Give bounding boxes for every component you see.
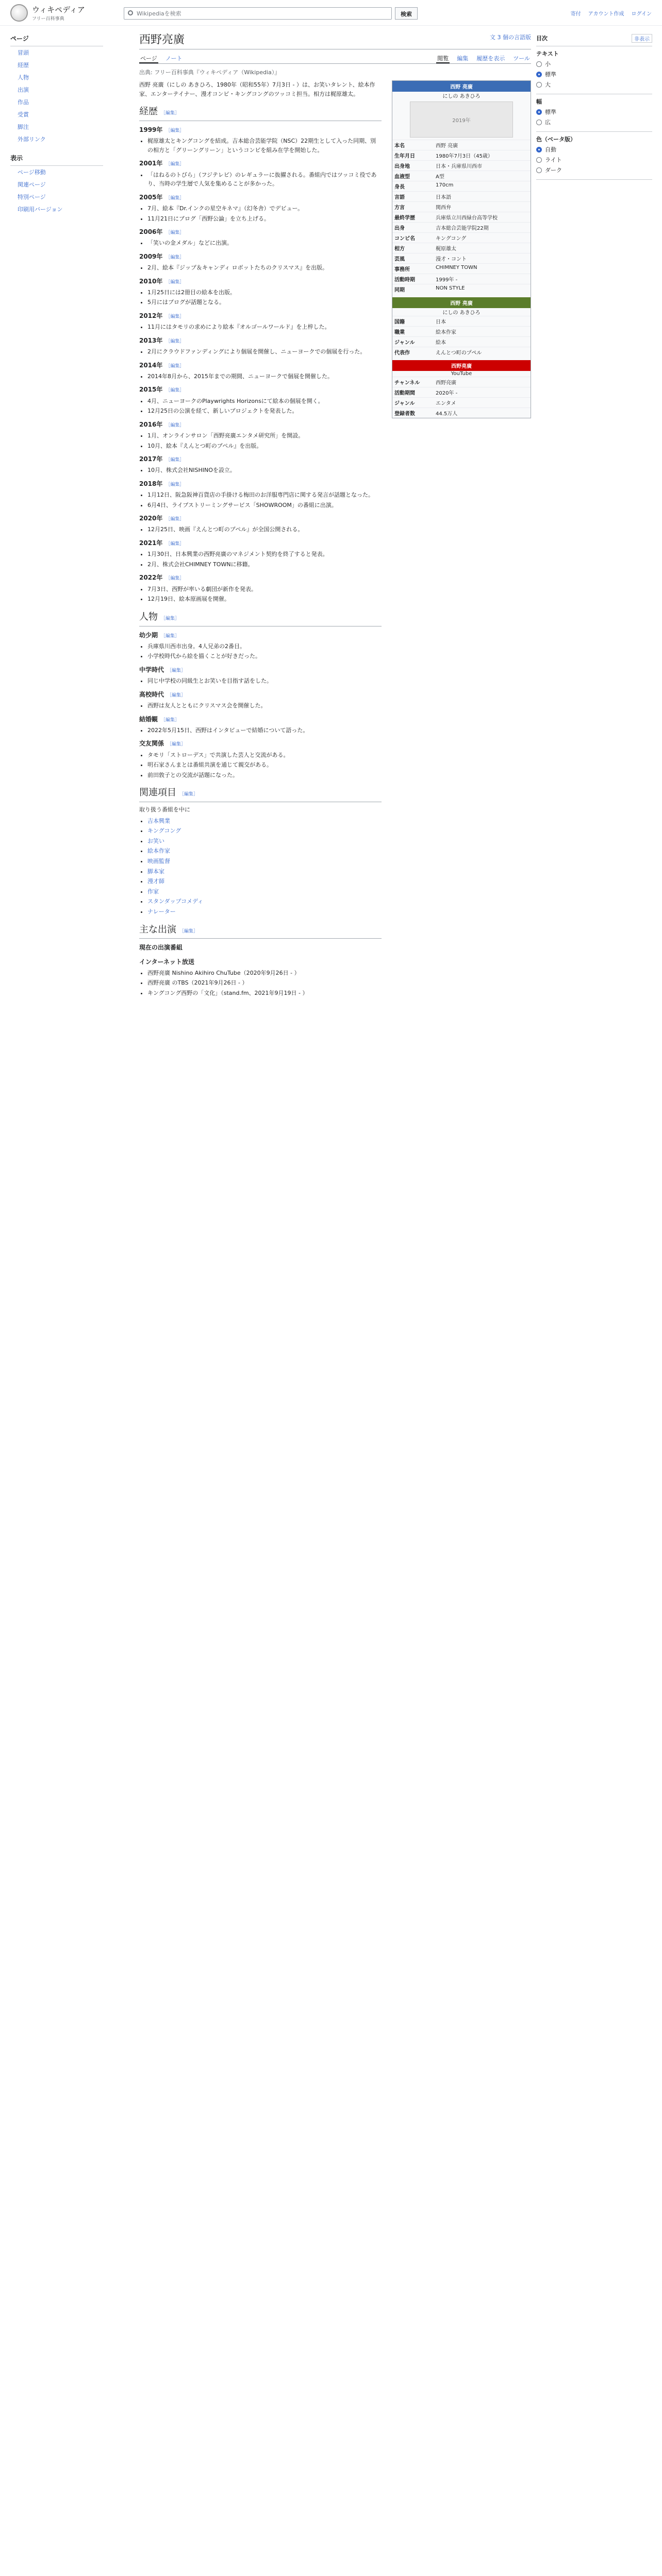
infobox-header: 西野 亮廣 — [392, 81, 531, 92]
infobox-row — [392, 253, 531, 264]
infobox-key: 出身地 — [392, 161, 434, 171]
radio-light[interactable]: ライト — [536, 156, 652, 164]
list-item: • 11月にはタモリの求めにより絵本『オルゴールワールド』を上梓した。 — [147, 323, 382, 332]
list-item: • 明石家さんまとは番組共演を通じて親交がある。 — [147, 760, 382, 770]
section-heading: 関連項目 ［編集］ — [139, 786, 382, 802]
infobox-row — [392, 202, 531, 212]
year-heading — [139, 385, 382, 395]
edit-link[interactable]: ［編集］ — [166, 314, 185, 320]
infobox-key: 同期 — [392, 284, 434, 295]
infobox-key: 生年月日 — [392, 150, 434, 161]
year-heading — [139, 311, 382, 321]
infobox-key: 出身 — [392, 223, 434, 233]
sidebar-item[interactable]: 脚注 — [18, 124, 29, 130]
section-heading: 人物 ［編集］ — [139, 610, 382, 626]
list-item: • 10月、絵本『えんとつ町のプペル』を出版。 — [147, 442, 382, 451]
image-caption: 2019年 — [452, 117, 471, 124]
list-item: • 10月、株式会社NISHINOを設立。 — [147, 466, 382, 475]
infobox-key: 相方 — [392, 243, 434, 253]
tab-tools[interactable]: ツール — [513, 55, 530, 62]
year-heading — [139, 514, 382, 523]
infobox-key: 職業 — [392, 327, 434, 337]
create-account-link[interactable]: アカウント作成 — [588, 11, 624, 17]
infobox-key: コンビ名 — [392, 233, 434, 243]
year-list — [139, 525, 382, 534]
year-heading — [139, 125, 382, 135]
radio-icon — [536, 167, 542, 173]
edit-link[interactable]: ［編集］ — [167, 692, 186, 698]
person-sections — [139, 631, 382, 780]
infobox-header-3: 西野亮廣 — [392, 360, 531, 371]
edit-link[interactable]: ［編集］ — [166, 517, 185, 522]
infobox-row — [392, 161, 531, 171]
infobox-table-3 — [392, 377, 531, 418]
radio-standard[interactable]: 標準 — [536, 70, 652, 78]
year-label: 1999年 — [139, 126, 163, 133]
sidebar-item[interactable]: 作品 — [18, 99, 29, 106]
work-item — [147, 897, 382, 906]
infobox-key: 方言 — [392, 202, 434, 212]
person-heading — [139, 690, 382, 700]
edit-link[interactable]: ［編集］ — [166, 230, 185, 236]
list-item: • 2月、株式会社CHIMNEY TOWNに移籍。 — [147, 560, 382, 569]
infobox — [392, 80, 531, 418]
edit-link[interactable]: ［編集］ — [166, 422, 185, 428]
appear-item: • 西野亮廣 のTBS（2021年9月26日 - ） — [147, 978, 382, 988]
radio-icon — [536, 109, 542, 115]
infobox-value: 西野亮廣 — [434, 377, 531, 387]
sidebar-item[interactable]: 経歴 — [18, 62, 29, 69]
list-item: • 1月12日、阪急阪神百貨店の手掛ける梅田のお洋服専門店に関する発言が話題となった。 — [147, 490, 382, 500]
edit-link[interactable]: ［編集］ — [179, 928, 198, 934]
infobox-value: 絵本作家 — [434, 327, 531, 337]
infobox-key: 事務所 — [392, 264, 434, 274]
infobox-value: CHIMNEY TOWN — [434, 264, 531, 274]
radio-icon — [536, 147, 542, 152]
edit-link[interactable]: ［編集］ — [166, 541, 185, 547]
year-heading — [139, 479, 382, 489]
work-link[interactable]: キングコング — [147, 827, 181, 835]
edit-link[interactable]: ［編集］ — [166, 388, 185, 394]
infobox-value: 兵庫県立川西緑台高等学校 — [434, 212, 531, 223]
page-tabs — [139, 53, 531, 64]
year-label: 2012年 — [139, 312, 163, 320]
donate-link[interactable]: 寄付 — [570, 11, 581, 17]
list-item: • 2月にクラウドファンディングにより個展を開催し、ニューヨークでの個展を行った。 — [147, 347, 382, 357]
work-link[interactable]: ナレーター — [147, 908, 176, 916]
infobox-key: 血液型 — [392, 171, 434, 181]
list-item: • 12月25日、映画『えんとつ町のプペル』が全国公開される。 — [147, 525, 382, 534]
language-button[interactable]: 文 3 個の言語版 — [490, 34, 531, 41]
radio-icon — [536, 82, 542, 88]
edit-link[interactable]: ［編集］ — [166, 482, 185, 487]
edit-link[interactable]: ［編集］ — [166, 279, 185, 285]
year-heading — [139, 336, 382, 346]
list-item: • 1月、オンラインサロン「西野亮廣エンタメ研究所」を開設。 — [147, 431, 382, 440]
infobox-value: キングコング — [434, 233, 531, 243]
search-input[interactable] — [124, 7, 392, 20]
career-years — [139, 125, 382, 604]
sub-heading: インターネット放送 — [139, 958, 194, 965]
year-heading — [139, 159, 382, 168]
work-item — [147, 846, 382, 856]
radio-icon — [536, 120, 542, 125]
infobox-sub-3: YouTube — [451, 371, 472, 377]
list-item: • 兵庫県川西市出身。4人兄弟の2番目。 — [147, 642, 382, 651]
year-label: 2018年 — [139, 480, 163, 487]
infobox-row — [392, 408, 531, 418]
edit-link[interactable]: ［編集］ — [166, 162, 185, 167]
list-item: • 「笑いの金メダル」などに出演。 — [147, 239, 382, 248]
edit-link[interactable]: ［編集］ — [161, 111, 180, 116]
infobox-value: 日本語 — [434, 192, 531, 202]
infobox-key: チャンネル — [392, 377, 434, 387]
radio-auto[interactable]: 自動 — [536, 145, 652, 154]
search-placeholder: Wikipediaを検索 — [137, 10, 181, 17]
person-heading-label: 幼少期 — [139, 631, 158, 639]
person-heading — [139, 715, 382, 724]
infobox-row — [392, 212, 531, 223]
list-item: • 4月、ニューヨークのPlaywrights Horizonsにて絵本の個展を開く。 — [147, 397, 382, 406]
infobox-key: 登録者数 — [392, 408, 434, 418]
search-icon — [128, 10, 133, 15]
user-tools — [571, 9, 652, 17]
section-heading: 経歴 ［編集］ — [139, 105, 382, 121]
person-heading-label: 中学時代 — [139, 666, 164, 673]
infobox-row — [392, 274, 531, 284]
work-item — [147, 867, 382, 876]
infobox-value: A型 — [434, 171, 531, 181]
globe-icon — [10, 4, 28, 22]
year-label: 2022年 — [139, 574, 163, 582]
infobox-table-2 — [392, 316, 531, 357]
infobox-key: ジャンル — [392, 398, 434, 408]
year-label: 2006年 — [139, 228, 163, 236]
work-link[interactable]: 吉本興業 — [147, 817, 170, 824]
infobox-value: 梶原雄太 — [434, 243, 531, 253]
year-label: 2020年 — [139, 515, 163, 522]
year-label: 2013年 — [139, 336, 163, 344]
sidebar-sub-item[interactable]: 印刷用バージョン — [18, 206, 63, 213]
list-item: • 2月、絵本『ジップ＆キャンディ ロボットたちのクリスマス』を出版。 — [147, 263, 382, 273]
tab-page[interactable]: ページ — [139, 53, 158, 63]
edit-link[interactable]: ［編集］ — [166, 195, 185, 201]
logo-sub: フリー百科事典 — [32, 16, 64, 22]
year-list — [139, 466, 382, 475]
sidebar-item[interactable]: 受賞 — [18, 111, 29, 118]
work-item — [147, 826, 382, 836]
edit-link[interactable]: ［編集］ — [167, 742, 186, 748]
tab-history[interactable]: 履歴を表示 — [476, 55, 505, 62]
year-list — [139, 490, 382, 510]
list-item: • 西野は友人とともにクリスマス会を開催した。 — [147, 701, 382, 710]
person-list — [139, 751, 382, 780]
infobox-value: 日本・兵庫県川西市 — [434, 161, 531, 171]
infobox-row — [392, 337, 531, 347]
year-label: 2021年 — [139, 539, 163, 547]
edit-link[interactable]: ［編集］ — [166, 457, 185, 463]
list-item: • 前田敦子との交流が話題になった。 — [147, 771, 382, 780]
year-heading — [139, 420, 382, 430]
list-item: • 1月30日、日本興業の西野亮廣のマネジメント契約を終了すると発表。 — [147, 550, 382, 559]
year-heading — [139, 227, 382, 237]
person-heading-label: 交友関係 — [139, 740, 164, 748]
edit-link[interactable]: ［編集］ — [161, 633, 180, 639]
list-item: • 2022年5月15日、西野はインタビューで結婚について語った。 — [147, 726, 382, 735]
year-heading — [139, 454, 382, 464]
sidebar-item[interactable]: 人物 — [18, 74, 29, 81]
person-heading-label: 高校時代 — [139, 690, 164, 698]
year-list — [139, 239, 382, 248]
list-item: • 12月25日の公演を経て、新しいプロジェクトを発表した。 — [147, 406, 382, 416]
year-heading — [139, 573, 382, 583]
infobox-sub: にしの あきひろ — [442, 94, 481, 99]
work-item — [147, 877, 382, 886]
radio-large[interactable]: 大 — [536, 80, 652, 89]
year-list — [139, 288, 382, 307]
infobox-key: 本名 — [392, 140, 434, 150]
person-heading — [139, 665, 382, 675]
year-label: 2009年 — [139, 252, 163, 260]
year-label: 2016年 — [139, 420, 163, 428]
color-box: 色（ベータ版） 自動 ライト ダーク — [536, 132, 652, 180]
radio-small[interactable]: 小 — [536, 60, 652, 68]
appearance-panel — [536, 31, 652, 180]
edit-link[interactable]: ［編集］ — [166, 255, 185, 260]
year-list — [139, 204, 382, 223]
work-item — [147, 837, 382, 846]
list-item: • 6月4日、ライブストリーミングサービス「SHOWROOM」の番組に出演。 — [147, 501, 382, 510]
year-heading — [139, 252, 382, 262]
infobox-value: 170cm — [434, 181, 531, 192]
search-button[interactable]: 検索 — [395, 7, 418, 20]
infobox-row — [392, 140, 531, 150]
person-heading-label: 結婚観 — [139, 715, 158, 723]
sub-heading: 現在の出演番組 — [139, 944, 183, 952]
edit-link[interactable]: ［編集］ — [166, 128, 185, 133]
infobox-key: 活動時期 — [392, 274, 434, 284]
infobox-key: 言語 — [392, 192, 434, 202]
sidebar-item[interactable]: 外部リンク — [18, 136, 46, 143]
work-link[interactable]: 絵本作家 — [147, 848, 170, 855]
work-item — [147, 857, 382, 866]
portrait-image[interactable] — [410, 101, 513, 138]
list-item: • 5月にはブログが話題となる。 — [147, 298, 382, 307]
infobox-value: 絵本 — [434, 337, 531, 347]
sidebar-item[interactable]: 冒頭 — [18, 49, 29, 56]
infobox-row — [392, 171, 531, 181]
edit-link[interactable]: ［編集］ — [179, 792, 198, 798]
infobox-value: エンタメ — [434, 398, 531, 408]
year-label: 2017年 — [139, 455, 163, 463]
sidebar-sub-item[interactable]: 特別ページ — [18, 194, 46, 200]
person-list — [139, 726, 382, 735]
edit-link[interactable]: ［編集］ — [161, 717, 180, 723]
infobox-table — [392, 140, 531, 294]
year-label: 2001年 — [139, 160, 163, 167]
infobox-key: 身長 — [392, 181, 434, 192]
edit-link[interactable]: ［編集］ — [166, 363, 185, 369]
year-list — [139, 263, 382, 273]
person-list — [139, 676, 382, 686]
list-item: • 7月、絵本『Dr.インクの星空キネマ』（幻冬舎）でデビュー。 — [147, 204, 382, 213]
contents-box: 目次 非表示 — [536, 31, 652, 46]
logo-title: ウィキペディア — [32, 5, 85, 14]
year-list — [139, 372, 382, 381]
year-label: 2014年 — [139, 361, 163, 369]
infobox-row — [392, 316, 531, 327]
work-item — [147, 907, 382, 917]
sidebar-heading: ページ — [10, 31, 103, 46]
person-heading — [139, 631, 382, 640]
year-list — [139, 137, 382, 155]
infobox-row — [392, 347, 531, 358]
infobox-value: 西野 亮廣 — [434, 140, 531, 150]
infobox-value: 1999年 - — [434, 274, 531, 284]
person-heading — [139, 739, 382, 749]
work-item — [147, 887, 382, 896]
list-item: • 梶原雄太とキングコングを結成。吉本総合芸能学院（NSC）22期生として入った同期、別の相方と「グリーングリーン」というコンビを組み在学を開始した。 — [147, 137, 382, 155]
year-label: 2005年 — [139, 193, 163, 201]
sidebar-item[interactable]: 出演 — [18, 87, 29, 93]
infobox-key: ジャンル — [392, 337, 434, 347]
work-link[interactable]: 作家 — [147, 888, 159, 895]
infobox-value: NON STYLE — [434, 284, 531, 295]
list-item: • 2014年8月から、2015年までの期間、ニューヨークで個展を開催した。 — [147, 372, 382, 381]
work-item — [147, 817, 382, 826]
edit-link[interactable]: ［編集］ — [166, 338, 185, 344]
infobox-row — [392, 223, 531, 233]
work-link[interactable]: 漫才師 — [147, 878, 164, 885]
lead-paragraph: 西野 亮廣（にしの あきひろ、1980年（昭和55年）7月3日 - ）は、お笑いタレント、絵本作家、エンターテイナー、漫才コンビ・キングコングのツッコミ担当。相方は梶原雄太。 — [139, 81, 375, 97]
page-title: 西野亮廣 — [139, 31, 531, 49]
year-list — [139, 323, 382, 332]
source-note: 出典: フリー百科事典『ウィキペディア（Wikipedia）』 — [139, 69, 280, 76]
infobox-header-2: 西野 亮廣 — [392, 297, 531, 308]
work-link[interactable]: 脚本家 — [147, 868, 164, 875]
infobox-row — [392, 181, 531, 192]
list-item: • タモリ「ストローデス」で共演した芸人と交流がある。 — [147, 751, 382, 760]
text-size-box: テキスト 小 標準 大 — [536, 46, 652, 94]
list-item: • 12月19日、絵本原画展を開催。 — [147, 595, 382, 604]
tab-edit[interactable]: 編集 — [457, 55, 469, 62]
works-intro: 取り扱う番組を中に — [139, 806, 190, 814]
list-item: • 11月21日にブログ「西野公論」を立ち上げる。 — [147, 214, 382, 224]
list-item: • 7月3日、西野が率いる劇団が新作を発表。 — [147, 585, 382, 594]
article-body — [139, 80, 382, 998]
work-link[interactable]: お笑い — [147, 837, 164, 844]
infobox-value: 吉本総合芸能学院22期 — [434, 223, 531, 233]
radio-dark[interactable]: ダーク — [536, 166, 652, 174]
width-box: 幅 標準 広 — [536, 94, 652, 132]
work-link[interactable]: 映画監督 — [147, 858, 170, 865]
infobox-value: えんとつ町のプペル — [434, 347, 531, 358]
infobox-row — [392, 243, 531, 253]
year-label: 2015年 — [139, 386, 163, 394]
infobox-row — [392, 387, 531, 398]
hide-button[interactable]: 非表示 — [632, 34, 652, 43]
login-link[interactable]: ログイン — [631, 11, 652, 17]
infobox-key: 芸風 — [392, 253, 434, 264]
sidebar — [10, 31, 103, 215]
radio-width-standard[interactable]: 標準 — [536, 108, 652, 116]
year-list — [139, 550, 382, 569]
infobox-sub-2: にしの あきひろ — [442, 310, 481, 316]
infobox-row — [392, 327, 531, 337]
appear-item: • 西野亮廣 Nishino Akihiro ChuTube（2020年9月26日 - ） — [147, 969, 382, 978]
tab-talk[interactable]: ノート — [165, 55, 183, 62]
person-list — [139, 701, 382, 710]
radio-width-wide[interactable]: 広 — [536, 118, 652, 126]
year-list — [139, 171, 382, 189]
edit-link[interactable]: ［編集］ — [167, 668, 186, 673]
appear-item: • キングコング西野の「文化」（stand.fm、2021年9月19日 - ） — [147, 989, 382, 998]
header — [0, 0, 662, 26]
year-heading — [139, 193, 382, 202]
year-list — [139, 347, 382, 357]
infobox-value: 日本 — [434, 316, 531, 327]
tab-read[interactable]: 閲覧 — [436, 53, 450, 63]
infobox-row — [392, 150, 531, 161]
work-link[interactable]: スタンダップコメディ — [147, 898, 204, 905]
infobox-row — [392, 284, 531, 295]
sidebar-sub-item[interactable]: ページ移動 — [18, 169, 46, 176]
infobox-key: 活動期間 — [392, 387, 434, 398]
infobox-row — [392, 264, 531, 274]
year-list — [139, 397, 382, 416]
infobox-key: 国籍 — [392, 316, 434, 327]
appear-list — [139, 969, 382, 998]
section-heading: 主な出演 ［編集］ — [139, 923, 382, 939]
year-label: 2010年 — [139, 277, 163, 285]
list-item: • 「はねるのトびら」（フジテレビ）のレギュラーに抜擢される。番組内ではツッコミ役であり、当時の学生層で人気を集めることが多かった。 — [147, 171, 382, 189]
year-heading — [139, 277, 382, 286]
list-item: • 同じ中学校の同級生とお笑いを目指す話をした。 — [147, 676, 382, 686]
infobox-value: 関西弁 — [434, 202, 531, 212]
sidebar-sub-heading: 表示 — [10, 150, 103, 166]
article — [139, 31, 531, 999]
radio-icon — [536, 157, 542, 163]
infobox-value: 2020年 - — [434, 387, 531, 398]
infobox-row — [392, 398, 531, 408]
list-item: • 小学校時代から絵を描くことが好きだった。 — [147, 652, 382, 661]
radio-icon — [536, 61, 542, 67]
infobox-row — [392, 233, 531, 243]
infobox-key: 最終学歴 — [392, 212, 434, 223]
edit-link[interactable]: ［編集］ — [166, 576, 185, 582]
infobox-value: 44.5万人 — [434, 408, 531, 418]
infobox-value: 漫才・コント — [434, 253, 531, 264]
infobox-value: 1980年7月3日（45歳） — [434, 150, 531, 161]
infobox-row — [392, 377, 531, 387]
edit-link[interactable]: ［編集］ — [161, 616, 180, 621]
year-heading — [139, 538, 382, 548]
wiki-logo[interactable] — [10, 4, 85, 22]
infobox-row — [392, 192, 531, 202]
list-item: • 1月25日には2冊目の絵本を出版。 — [147, 288, 382, 297]
radio-icon — [536, 72, 542, 77]
year-heading — [139, 361, 382, 370]
year-list — [139, 431, 382, 450]
year-list — [139, 585, 382, 604]
sidebar-sub-item[interactable]: 関連ページ — [18, 181, 46, 188]
person-list — [139, 642, 382, 661]
infobox-key: 代表作 — [392, 347, 434, 358]
works-list — [139, 817, 382, 917]
